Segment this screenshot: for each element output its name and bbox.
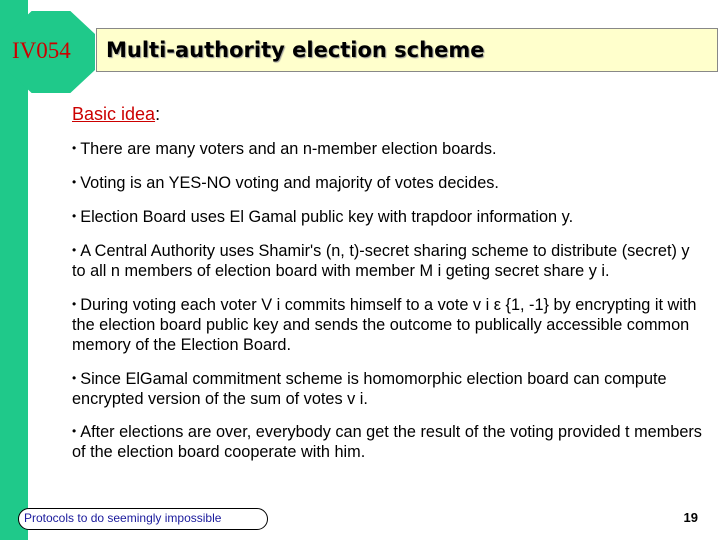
bullet-text: Voting is an YES-NO voting and majority of votes decides.: [80, 174, 499, 192]
bullet-text: After elections are over, everybody can get the result of the voting provided t members of the election board cooperate with him.: [72, 423, 702, 461]
bullet-dot-icon: •: [72, 209, 77, 223]
slide-code: IV054: [12, 38, 71, 63]
slide-title: Multi-authority election scheme: [106, 38, 485, 62]
bullet-text: During voting each voter V i commits himself to a vote v i ε {1, -1} by encrypting it with the election board public key and sends the outcome to publically accessible common memory of the Election Board.: [72, 296, 697, 354]
bullet-text: There are many voters and an n-member election boards.: [80, 140, 497, 158]
bullet-dot-icon: •: [72, 424, 77, 438]
section-heading: [72, 104, 160, 125]
bullet-dot-icon: •: [72, 243, 77, 257]
bullet-text: Election Board uses El Gamal public key with trapdoor information y.: [80, 208, 574, 226]
footer-text: Protocols to do seemingly impossible: [24, 511, 222, 525]
bullet-item: [72, 294, 702, 355]
bullet-text: Since ElGamal commitment scheme is homomorphic election board can compute encrypted version of the sum of votes v i.: [72, 370, 667, 408]
bullet-text: A Central Authority uses Shamir's (n, t)-secret sharing scheme to distribute (secret) y to all n members of election board with member M i geting secret share y i.: [72, 242, 690, 280]
bullet-dot-icon: •: [72, 175, 77, 189]
bullet-item: [72, 206, 702, 227]
bullet-list: [72, 138, 702, 475]
bullet-dot-icon: •: [72, 141, 77, 155]
bullet-dot-icon: •: [72, 371, 77, 385]
bullet-dot-icon: •: [72, 297, 77, 311]
section-heading-colon: :: [155, 104, 161, 124]
bullet-item: [72, 368, 702, 409]
bullet-item: [72, 240, 702, 281]
page-number: 19: [683, 510, 698, 525]
bullet-item: [72, 138, 702, 159]
section-heading-label: Basic idea: [72, 104, 156, 124]
bullet-item: [72, 172, 702, 193]
bullet-item: [72, 421, 702, 462]
